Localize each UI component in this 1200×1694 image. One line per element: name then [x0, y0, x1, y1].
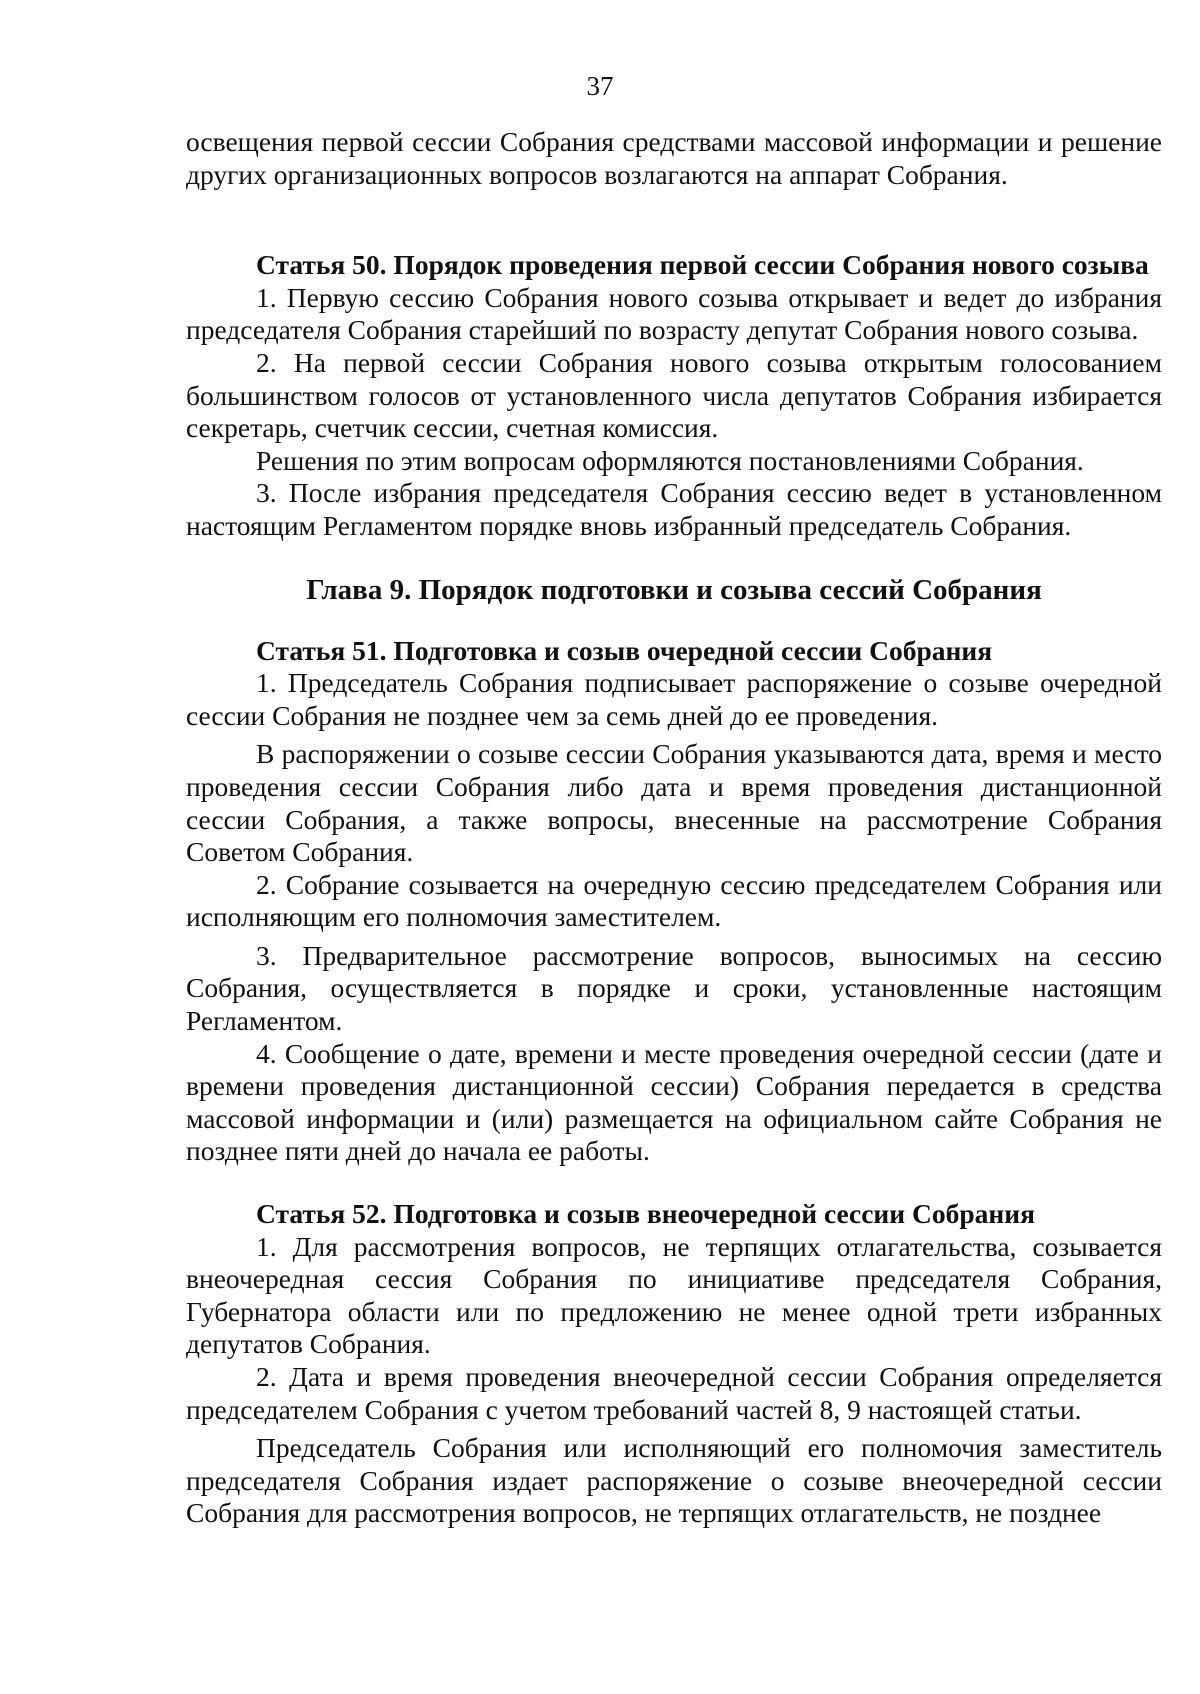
article-51-paragraph-5: 4. Сообщение о дате, времени и месте проведения очередной сессии (дате и времени проведения дистанционной сессии) Собрания передается в средства массовой информации и (или) размещается на официальном сайте Собрания не позднее пяти дней до начала ее работы.	[186, 1037, 1162, 1167]
article-51-paragraph-3: 2. Собрание созывается на очередную сессию председателем Собрания или исполняющим его полномочия заместителем.	[186, 868, 1162, 933]
article-52-heading: Статья 52. Подготовка и созыв внеочередной сессии Собрания	[256, 1198, 1035, 1230]
article-50-paragraph-2: 2. На первой сессии Собрания нового созыва открытым голосованием большинством голосов от установленного числа депутатов Собрания избирается секретарь, счетчик сессии, счетная комиссия.	[186, 346, 1162, 444]
article-50-paragraph-1: 1. Первую сессию Собрания нового созыва открывает и ведет до избрания председателя Собрания старейший по возрасту депутат Собрания нового созыва.	[186, 281, 1162, 346]
article-52-paragraph-3: Председатель Собрания или исполняющий его полномочия заместитель председателя Собрания издает распоряжение о созыве внеочередной сессии Собрания для рассмотрения вопросов, не терпящих отлагательств, не позднее	[186, 1432, 1162, 1529]
article-51-heading: Статья 51. Подготовка и созыв очередной сессии Собрания	[256, 634, 993, 666]
article-51-paragraph-1: 1. Председатель Собрания подписывает распоряжение о созыве очередной сессии Собрания не позднее чем за семь дней до ее проведения.	[186, 667, 1162, 731]
article-51-paragraph-4: 3. Предварительное рассмотрение вопросов, выносимых на сессию Собрания, осуществляется в порядке и сроки, установленные настоящим Регламентом.	[186, 939, 1162, 1037]
article-51-paragraph-2: В распоряжении о созыве сессии Собрания указываются дата, время и место проведения сессии Собрания либо дата и время проведения дистанционной сессии Собрания, а также вопросы, внесенные на рассмотрение Собрания Советом Собрания.	[186, 738, 1162, 868]
article-50-paragraph-4: 3. После избрания председателя Собрания сессию ведет в установленном настоящим Регламентом порядке вновь избранный председатель Собрания.	[186, 477, 1162, 541]
article-52-paragraph-2: 2. Дата и время проведения внеочередной сессии Собрания определяется председателем Собрания с учетом требований частей 8, 9 настоящей статьи.	[186, 1361, 1162, 1425]
page-number: 37	[586, 71, 614, 101]
article-50-paragraph-3: Решения по этим вопросам оформляются постановлениями Собрания.	[256, 444, 1084, 476]
paragraph-continuation: освещения первой сессии Собрания средствами массовой информации и решение других организационных вопросов возлагаются на аппарат Собрания.	[186, 126, 1162, 190]
article-52-paragraph-1: 1. Для рассмотрения вопросов, не терпящих отлагательства, созывается внеочередная сессия Собрания по инициативе председателя Собрания, Губернатора области или по предложению не менее одной трети избранных депутатов Собрания.	[186, 1230, 1162, 1360]
chapter-9-heading: Глава 9. Порядок подготовки и созыва сессий Собрания	[306, 573, 1042, 606]
document-body	[186, 126, 1162, 1530]
article-50-heading: Статья 50. Порядок проведения первой сессии Собрания нового созыва	[256, 249, 1149, 281]
